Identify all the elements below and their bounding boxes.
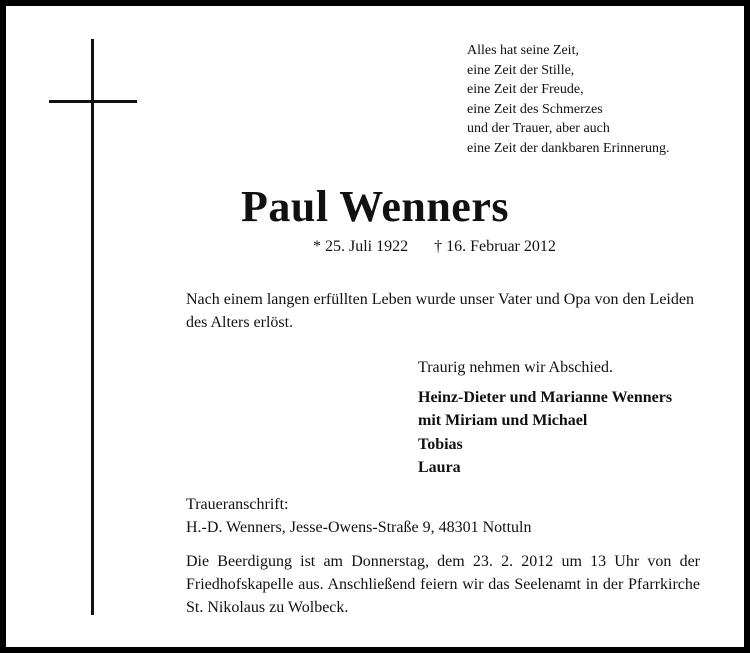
intro-text: Nach einem langen erfüllten Leben wurde unser Vater und Opa von den Leiden des Alters erlöst. bbox=[186, 291, 694, 331]
mourning-address bbox=[186, 493, 700, 539]
poem-line: und der Trauer, aber auch bbox=[467, 121, 610, 136]
family-member: mit Miriam und Michael bbox=[418, 412, 588, 429]
birth-date: * 25. Juli 1922 bbox=[313, 238, 409, 255]
address-label: Traueranschrift: bbox=[186, 496, 289, 513]
life-dates bbox=[313, 238, 556, 256]
cross-icon-bar bbox=[49, 100, 137, 103]
obituary-card bbox=[6, 6, 744, 647]
family-member: Laura bbox=[418, 459, 461, 476]
poem-line: eine Zeit der Freude, bbox=[467, 82, 584, 97]
poem-line: eine Zeit der dankbaren Erinnerung. bbox=[467, 140, 670, 156]
farewell-text: Traurig nehmen wir Abschied. bbox=[418, 359, 613, 376]
address-value: H.-D. Wenners, Jesse-Owens-Straße 9, 48301 Nottuln bbox=[186, 519, 532, 536]
poem-line: eine Zeit des Schmerzes bbox=[467, 101, 603, 117]
funeral-notice: Die Beerdigung ist am Donnerstag, dem 23. 2. 2012 um 13 Uhr von der Friedhofskapelle aus. Anschließend feiern wir das Seelenamt in der Pfarrkirche St. Nikolaus zu Wolbeck. bbox=[186, 553, 700, 616]
deceased-name: Paul Wenners bbox=[240, 182, 509, 231]
poem-line: Alles hat seine Zeit, bbox=[467, 43, 579, 58]
death-date: † 16. Februar 2012 bbox=[434, 238, 556, 255]
family-block bbox=[418, 356, 672, 480]
poem bbox=[467, 41, 670, 158]
poem-line: eine Zeit der Stille, bbox=[467, 62, 575, 78]
family-member: Heinz-Dieter und Marianne Wenners bbox=[418, 388, 673, 406]
family-member: Tobias bbox=[418, 435, 463, 453]
cross-icon bbox=[91, 39, 94, 615]
